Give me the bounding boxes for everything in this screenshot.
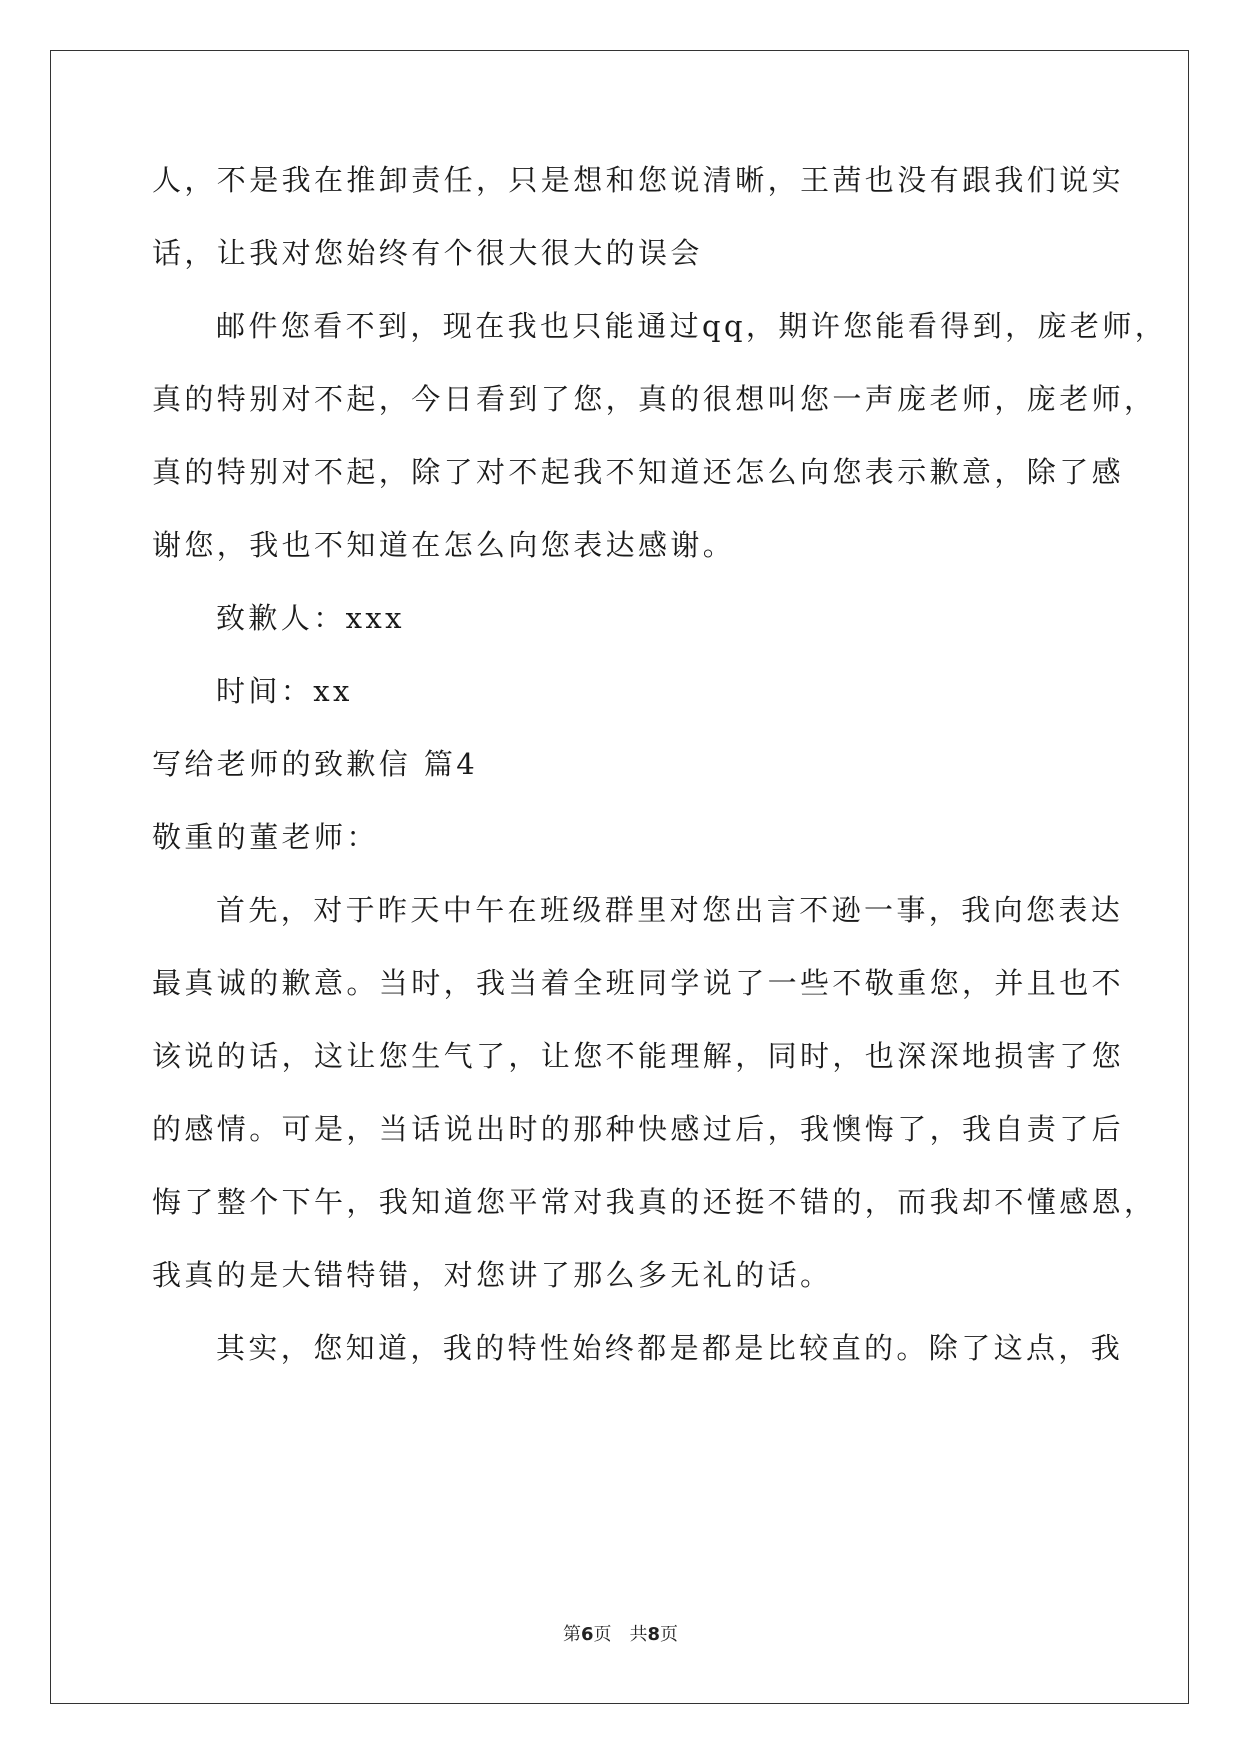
text-line: 我真的是大错特错，对您讲了那么多无礼的话。: [152, 1258, 833, 1292]
page-total: 8: [647, 1624, 661, 1645]
signature-line: 致歉人：xxx: [216, 601, 405, 635]
text-line: 真的特别对不起，今日看到了您，真的很想叫您一声庞老师，庞老师，: [152, 382, 1157, 416]
page-mid: 页 共: [593, 1624, 648, 1645]
text-line: 最真诚的歉意。当时，我当着全班同学说了一些不敬重您，并且也不: [152, 966, 1125, 1000]
text-line: 悔了整个下午，我知道您平常对我真的还挺不错的，而我却不懂感恩，: [152, 1185, 1157, 1219]
text-line: 真的特别对不起，除了对不起我不知道还怎么向您表示歉意，除了感: [152, 455, 1125, 489]
date-line: 时间：xx: [216, 674, 353, 708]
page-border: [50, 50, 1189, 1704]
text-line: 话，让我对您始终有个很大很大的误会: [152, 236, 703, 270]
text-line: 人，不是我在推卸责任，只是想和您说清晰，王茜也没有跟我们说实: [152, 163, 1125, 197]
page-footer: [0, 1623, 1241, 1647]
text-line: 首先，对于昨天中午在班级群里对您出言不逊一事，我向您表达: [216, 893, 1124, 927]
text-line: 谢您，我也不知道在怎么向您表达感谢。: [152, 528, 736, 562]
salutation-line: 敬重的董老师：: [152, 820, 379, 854]
page-prefix: 第: [562, 1624, 581, 1645]
text-line: 该说的话，这让您生气了，让您不能理解，同时，也深深地损害了您: [152, 1039, 1125, 1073]
text-line: 的感情。可是，当话说出时的那种快感过后，我懊悔了，我自责了后: [152, 1112, 1125, 1146]
page-suffix: 页: [660, 1624, 679, 1645]
page-current: 6: [580, 1624, 594, 1645]
text-line: 邮件您看不到，现在我也只能通过qq，期许您能看得到，庞老师，: [216, 309, 1168, 343]
section-heading: 写给老师的致歉信 篇4: [152, 747, 479, 781]
text-line: 其实，您知道，我的特性始终都是都是比较直的。除了这点，我: [216, 1331, 1124, 1365]
